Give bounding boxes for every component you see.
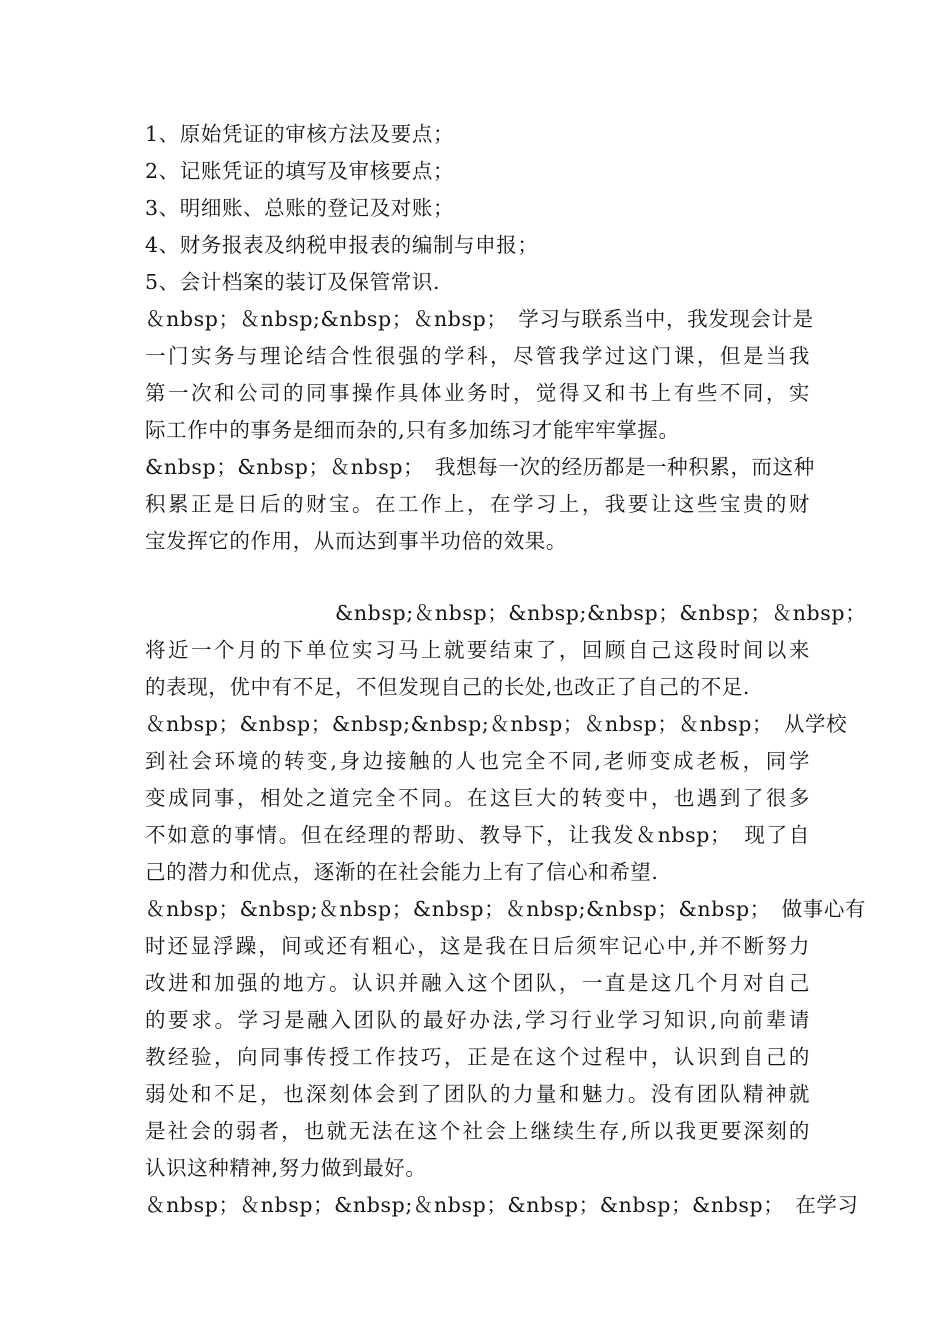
paragraph-4-line-5: 己的潜力和优点，逐渐的在社会能力上有了信心和希望. bbox=[145, 860, 659, 884]
paragraph-5-line-1: ＆nbsp；&nbsp;＆nbsp；&nbsp；＆nbsp;&nbsp；&nbsp； 做事心有 bbox=[145, 897, 867, 921]
list-item-1: 1、原始凭证的审核方法及要点； bbox=[145, 122, 455, 146]
paragraph-5-line-7: 是社会的弱者，也就无法在这个社会上继续生存,所以我更要深刻的 bbox=[145, 1119, 810, 1143]
paragraph-1-line-4: 际工作中的事务是细而杂的,只有多加练习才能牢牢掌握。 bbox=[145, 418, 680, 442]
paragraph-4-line-2: 到社会环境的转变,身边接触的人也完全不同,老师变成老板，同学 bbox=[145, 749, 810, 773]
paragraph-5-line-6: 弱处和不足，也深刻体会到了团队的力量和魅力。没有团队精神就 bbox=[145, 1082, 810, 1106]
paragraph-5-line-4: 的要求。学习是融入团队的最好办法,学习行业学习知识,向前辈请 bbox=[145, 1008, 810, 1032]
paragraph-3-line-3: 的表现，优中有不足，不但发现自己的长处,也改正了自己的不足. bbox=[145, 675, 751, 699]
paragraph-6-line-1: ＆nbsp；＆nbsp；&nbsp;＆nbsp；&nbsp；&nbsp；&nbsp； 在学习 bbox=[145, 1193, 859, 1217]
paragraph-3-line-1: &nbsp;＆nbsp；&nbsp;&nbsp；&nbsp；＆nbsp； bbox=[335, 601, 867, 625]
paragraph-5-line-8: 认识这种精神,努力做到最好。 bbox=[145, 1156, 427, 1180]
paragraph-1-line-1: ＆nbsp；＆nbsp;&nbsp；＆nbsp； 学习与联系当中，我发现会计是 bbox=[145, 307, 814, 331]
paragraph-4-line-4: 不如意的事情。但在经理的帮助、教导下，让我发＆nbsp； 现了自 bbox=[145, 823, 810, 847]
paragraph-3-line-2: 将近一个月的下单位实习马上就要结束了，回顾自己这段时间以来 bbox=[145, 638, 810, 662]
paragraph-1-line-2: 一门实务与理论结合性很强的学科，尽管我学过这门课，但是当我 bbox=[145, 344, 810, 368]
paragraph-5-line-3: 改进和加强的地方。认识并融入这个团队，一直是这几个月对自己 bbox=[145, 971, 810, 995]
paragraph-1-line-3: 第一次和公司的同事操作具体业务时，觉得又和书上有些不同，实 bbox=[145, 381, 810, 405]
paragraph-5-line-2: 时还显浮躁，间或还有粗心，这是我在日后须牢记心中,并不断努力 bbox=[145, 934, 810, 958]
list-item-2: 2、记账凭证的填写及审核要点； bbox=[145, 159, 455, 183]
paragraph-4-line-1: ＆nbsp；&nbsp；&nbsp;&nbsp;＆nbsp；＆nbsp；＆nbsp； 从学校 bbox=[145, 712, 848, 736]
paragraph-2-line-3: 宝发挥它的作用，从而达到事半功倍的效果。 bbox=[145, 529, 567, 553]
list-item-3: 3、明细账、总账的登记及对账； bbox=[145, 196, 455, 220]
list-item-5: 5、会计档案的装订及保管常识. bbox=[145, 270, 441, 294]
list-item-4: 4、财务报表及纳税申报表的编制与申报； bbox=[145, 233, 539, 257]
paragraph-2-line-2: 积累正是日后的财宝。在工作上，在学习上，我要让这些宝贵的财 bbox=[145, 492, 810, 516]
paragraph-4-line-3: 变成同事，相处之道完全不同。在这巨大的转变中，也遇到了很多 bbox=[145, 786, 810, 810]
paragraph-2-line-1: &nbsp；&nbsp；＆nbsp； 我想每一次的经历都是一种积累，而这种 bbox=[145, 455, 815, 479]
paragraph-5-line-5: 教经验，向同事传授工作技巧，正是在这个过程中，认识到自己的 bbox=[145, 1045, 810, 1069]
